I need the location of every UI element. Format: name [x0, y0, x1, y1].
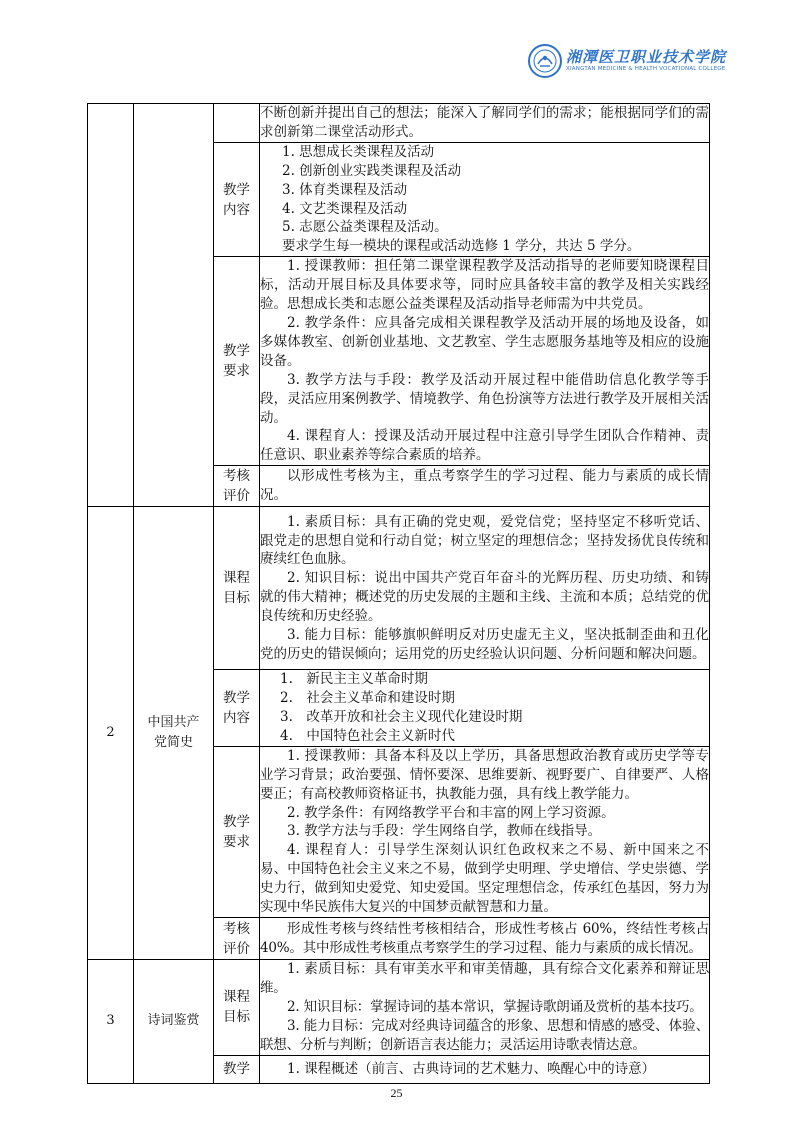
- list-item: 3. 改革开放和社会主义现代化建设时期: [280, 709, 523, 726]
- requirement-paragraph: 1. 授课教师：担任第二课堂课程教学及活动指导的老师要知晓课程目标，活动开展目标及具体要求等，同时应具备较丰富的教学及相关实践经验。思想成长类和志愿公益类课程及活动指导老师需为中共党员。: [260, 258, 709, 313]
- list-item: 3. 体育类课程及活动: [282, 181, 408, 198]
- goal-paragraph: 1. 素质目标：具有正确的党史观，爱党信党；坚持坚定不移听党话、跟党走的思想自觉和行动自觉；树立坚定的理想信念；坚持发扬优良传统和赓续红色血脉。: [260, 513, 709, 568]
- requirement-paragraph: 2. 教学条件：有网络教学平台和丰富的网上学习资源。: [287, 804, 615, 821]
- label-cell: [214, 104, 260, 143]
- college-name-en: XIANGTAN MEDICINE & HEALTH VOCATIONAL COLLEGE: [566, 66, 726, 72]
- page-number: 25: [390, 1086, 403, 1100]
- course-number-cell: [88, 104, 134, 507]
- list-item: 4. 文艺类课程及活动: [282, 200, 408, 217]
- goal-paragraph: 2. 知识目标：说出中国共产党百年奋斗的光辉历程、历史功绩、和铸就的伟大精神；概述党的历史发展的主题和主线、主流和本质；总结党的优良传统和历史经验。: [260, 570, 709, 625]
- list-item: 2. 社会主义革命和建设时期: [280, 690, 455, 707]
- requirement-paragraph: 4. 课程育人：授课及活动开展过程中注意引导学生团队合作精神、责任意识、职业素养等综合素质的培养。: [260, 428, 709, 464]
- table-row: [88, 104, 710, 143]
- requirement-paragraph: 2. 教学条件：应具备完成相关课程教学及活动开展的场地及设备，如多媒体教室、创新创业基地、文艺教室、学生志愿服务基地等及相应的设施设备。: [260, 314, 709, 369]
- course-goals-label: 课程 目标: [214, 507, 260, 670]
- goal-paragraph: 2. 知识目标：掌握诗词的基本常识，掌握诗歌朗诵及赏析的基本技巧。: [287, 998, 703, 1015]
- goal-paragraph: 3. 能力目标：能够旗帜鲜明反对历史虚无主义，坚决抵制歪曲和丑化党的历史的错误倾向；运用党的历史经验认识问题、分析问题和解决问题。: [260, 627, 709, 662]
- teaching-content-cell: [260, 1055, 710, 1083]
- teaching-content-label: 教学 内容: [214, 670, 260, 747]
- course-goals-cell: [260, 960, 710, 1056]
- teaching-content-cell: [260, 670, 710, 747]
- course-goals-label: 课程 目标: [214, 960, 260, 1056]
- requirement-paragraph: 3. 教学方法与手段：教学及活动开展过程中能借助信息化教学等手段，灵活应用案例教学、情境教学、角色扮演等方法进行教学及开展相关活动。: [260, 371, 709, 426]
- list-item: 4. 中国特色社会主义新时代: [280, 727, 455, 744]
- teaching-requirements-label: 教学 要求: [214, 257, 260, 466]
- teaching-content-label: 教学: [214, 1055, 260, 1083]
- assessment-label: 考核 评价: [214, 918, 260, 960]
- goal-continuation-text: 不断创新并提出自己的想法；能深入了解同学们的需求；能根据同学们的需求创新第二课堂活动形式。: [260, 104, 710, 143]
- college-logo: [528, 44, 760, 78]
- course-name: 中国共产 党简史: [134, 507, 214, 960]
- table-row: [88, 960, 710, 1056]
- list-item: 5. 志愿公益类课程及活动。: [282, 219, 448, 236]
- assessment-label: 考核 评价: [214, 466, 260, 507]
- list-item: 1. 新民主主义革命时期: [280, 671, 428, 688]
- requirement-paragraph: 4. 课程育人：引导学生深刻认识红色政权来之不易、新中国来之不易、中国特色社会主义来之不易，做到学史明理、学史增信、学史崇德、学史力行，做到知史爱党、知史爱国。坚定理想信念，传承红色基因，努力为实现中华民族伟大复兴的中国梦贡献智慧和力量。: [260, 842, 709, 916]
- list-item: 1. 思想成长类课程及活动: [282, 143, 435, 160]
- teaching-content-label: 教学 内容: [214, 142, 260, 256]
- assessment-cell: 以形成性考核为主，重点考察学生的学习过程、能力与素质的成长情况。: [260, 466, 710, 507]
- teaching-requirements-cell: [260, 257, 710, 466]
- teaching-requirements-label: 教学 要求: [214, 746, 260, 917]
- goal-paragraph: 1. 素质目标：具有审美水平和审美情趣，具有综合文化素养和辩证思维。: [260, 961, 709, 996]
- teaching-requirements-cell: [260, 746, 710, 917]
- teaching-content-cell: [260, 142, 710, 256]
- curriculum-table: [87, 103, 710, 1084]
- requirement-paragraph: 3. 教学方法与手段：学生网络自学，教师在线指导。: [287, 823, 602, 840]
- assessment-cell: 形成性考核与终结性考核相结合，形成性考核占 60%，终结性考核占 40%。其中形成性考核重点考察学生的学习过程、能力与素质的成长情况。: [260, 918, 710, 960]
- course-goals-cell: [260, 507, 710, 670]
- college-name-cn: 湘潭医卫职业技术学院: [566, 48, 727, 66]
- table-row: [88, 507, 710, 670]
- course-name-cell: [134, 104, 214, 507]
- course-number: 2: [88, 507, 134, 960]
- goal-paragraph: 3. 能力目标：完成对经典诗词蕴含的形象、思想和情感的感受、体验、联想、分析与判断；创新语言表达能力；灵活运用诗歌表情达意。: [260, 1017, 709, 1053]
- content-note: 要求学生每一模块的课程或活动选修 1 学分，共达 5 学分。: [282, 238, 641, 255]
- requirement-paragraph: 1. 授课教师：具备本科及以上学历，具备思想政治教育或历史学等专业学习背景；政治要强、情怀要深、思维要新、视野要广、自律要严、人格要正；有高校教师资格证书，执教能力强，具有线上教学能力。: [260, 747, 709, 802]
- college-emblem-icon: [528, 44, 562, 78]
- list-item: 2. 创新创业实践类课程及活动: [282, 162, 462, 179]
- course-number: 3: [88, 960, 134, 1084]
- list-item: 1. 课程概述（前言、古典诗词的艺术魅力、唤醒心中的诗意）: [287, 1060, 656, 1077]
- course-name: 诗词鉴赏: [134, 960, 214, 1084]
